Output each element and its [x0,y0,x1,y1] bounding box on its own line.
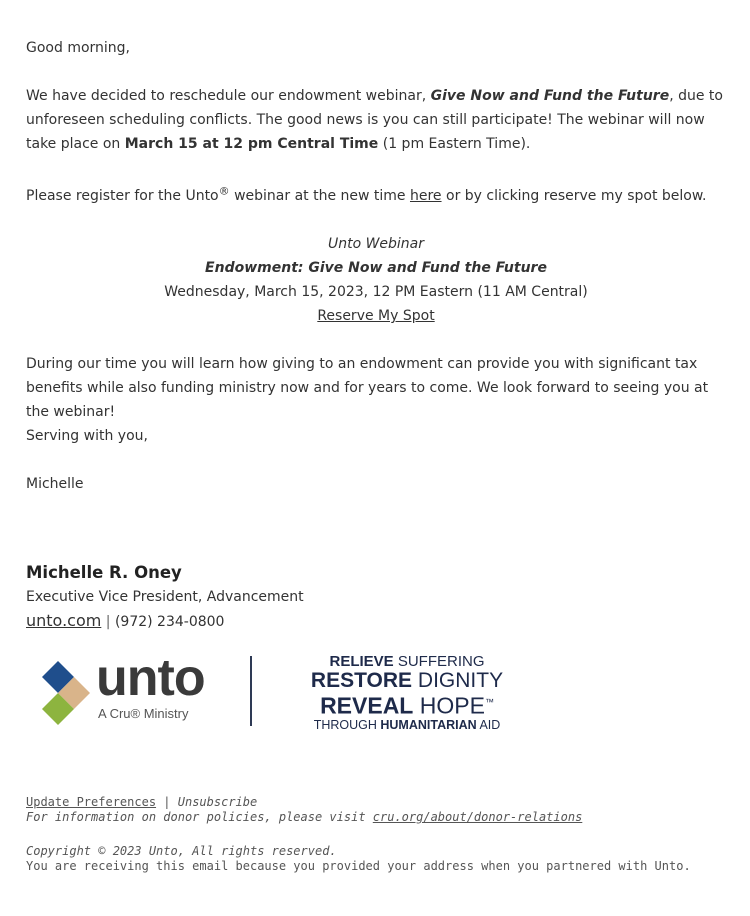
event-title: Endowment: Give Now and Fund the Future [205,260,547,276]
event-label: Unto Webinar [327,236,425,252]
slogan: RELIEVE SUFFERING RESTORE DIGNITY REVEAL HOPE™ THROUGH HUMANITARIAN AID [310,653,504,732]
register-paragraph: Please register for the Unto® webinar at the new time here or by clicking reserve my spot below. [26,184,707,204]
unto-diamond-icon [40,659,100,725]
greeting: Good morning, [26,40,131,56]
closing: Serving with you, [26,428,148,444]
phone-number: (972) 234-0800 [114,614,225,630]
copyright: Copyright © 2023 Unto, All rights reserved. [26,844,337,858]
intro-paragraph: We have decided to reschedule our endowment webinar, Give Now and Fund the Future, due to unforeseen scheduling conflicts. The good news is you can still participate! The webinar will now take place on March 15 at 12 pm Central Time (1 pm Eastern Time). [26,88,723,152]
update-preferences-link[interactable]: Update Preferences [26,795,157,809]
subscription-reason: You are receiving this email because you provided your address when you partnered with Unto. [26,859,691,873]
donor-relations-link[interactable]: cru.org/about/donor-relations [372,810,583,824]
donor-policy-line: For information on donor policies, please visit cru.org/about/donor-relations [26,810,583,824]
webinar-title: Give Now and Fund the Future [430,88,670,104]
event-date: Wednesday, March 15, 2023, 12 PM Eastern (11 AM Central) [164,284,588,300]
unto-wordmark: unto [96,649,205,707]
unto-tagline: A Cru® Ministry [98,706,189,721]
website-link[interactable]: unto.com [26,611,102,630]
sender-first-name: Michelle [26,476,84,492]
signature [26,560,726,635]
unto-logo-banner [40,649,520,732]
footer-links: Update Preferences | Unsubscribe [26,795,258,809]
event-block [26,232,726,328]
logo-divider [250,656,252,726]
new-time: March 15 at 12 pm Central Time [124,136,379,152]
signature-title: Executive Vice President, Advancement [26,589,304,605]
unsubscribe-link[interactable]: Unsubscribe [177,795,258,809]
details-paragraph: During our time you will learn how giving to an endowment can provide you with significant tax benefits while also funding ministry now and for years to come. We look forward to seeing you at the webinar! [26,356,709,420]
reserve-my-spot-link[interactable]: Reserve My Spot [317,308,435,324]
register-here-link[interactable]: here [409,188,442,204]
signature-name: Michelle R. Oney [26,563,182,582]
signature-contact: unto.com | (972) 234-0800 [26,611,225,630]
email-footer [26,795,726,874]
